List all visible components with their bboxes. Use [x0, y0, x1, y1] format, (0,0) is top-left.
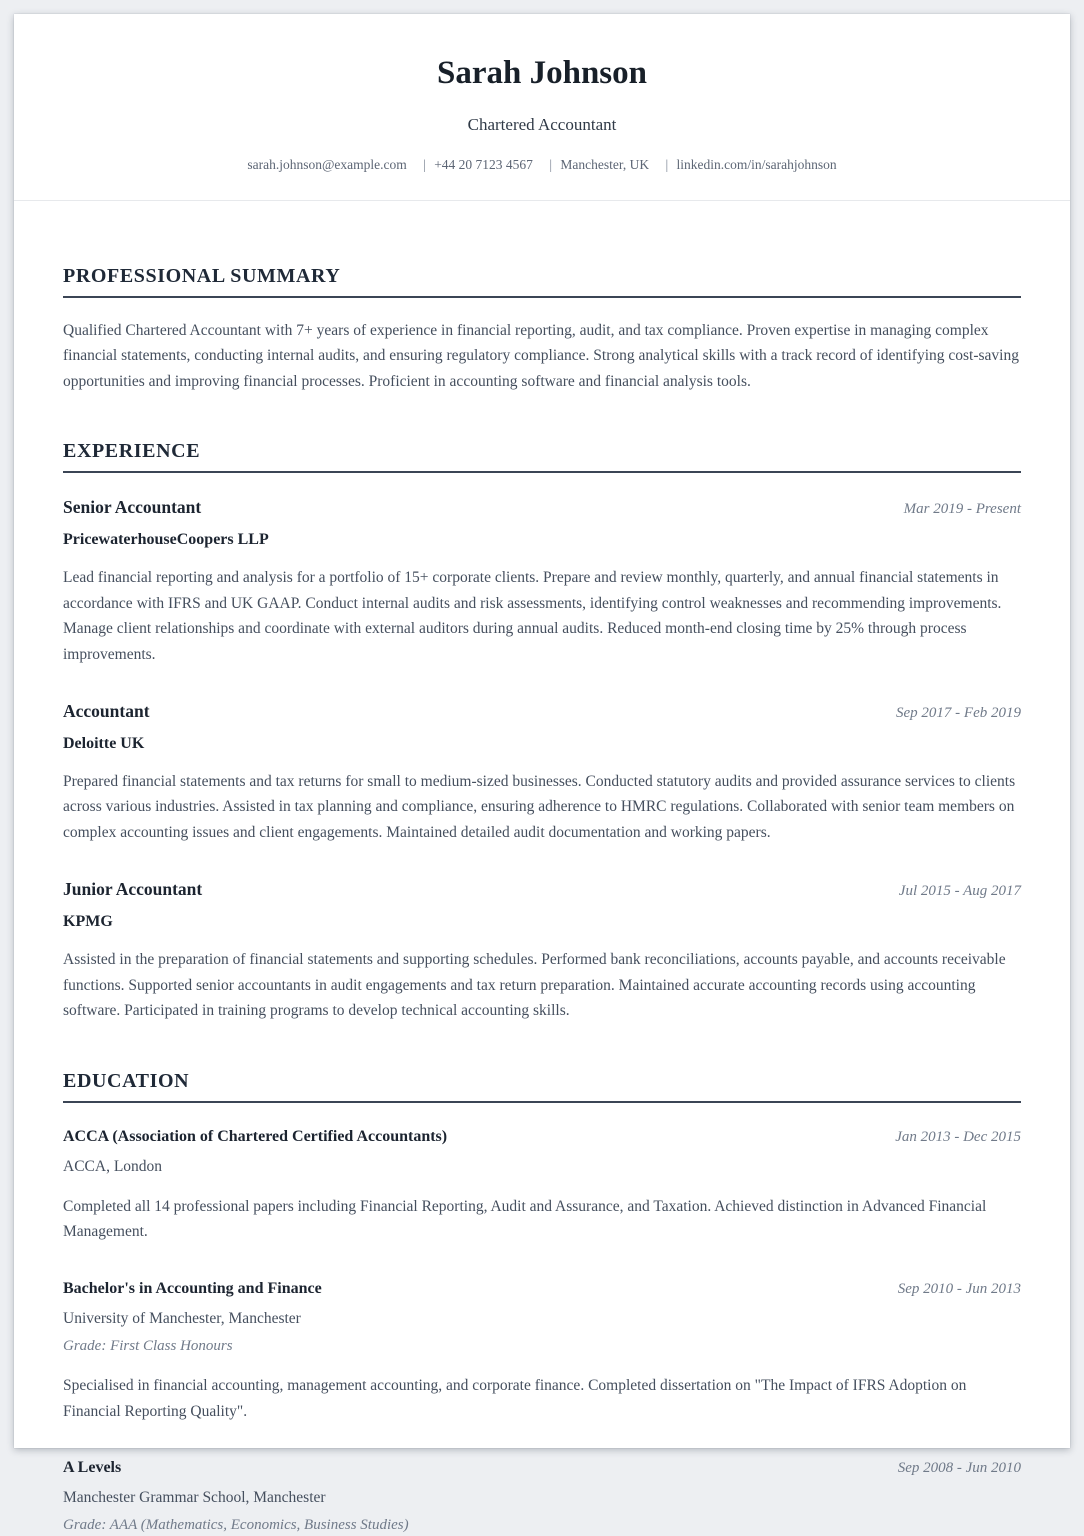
education-entry: [63, 1127, 1021, 1245]
job-title: Accountant: [63, 701, 150, 722]
section-education: [63, 1068, 1021, 1536]
education-dates: Sep 2010 - Jun 2013: [897, 1280, 1021, 1297]
experience-entry: [63, 879, 1021, 1023]
company-name: PricewaterhouseCoopers LLP: [63, 531, 269, 549]
institution-name: Manchester Grammar School, Manchester: [63, 1489, 326, 1507]
section-heading-summary: PROFESSIONAL SUMMARY: [63, 263, 1021, 298]
section-experience: [63, 438, 1021, 1024]
grade-text: Grade: First Class Honours: [63, 1337, 233, 1354]
job-dates: Mar 2019 - Present: [903, 501, 1021, 518]
candidate-name: Sarah Johnson: [436, 55, 647, 91]
job-title: Senior Accountant: [63, 497, 202, 518]
job-description: Assisted in the preparation of financial statements and supporting schedules. Performed bank reconciliations, accounts payable, and accounts receivable functions. Supported senior accountants in audit engagements and tax return preparation. Maintained accurate accounting records using accounting software. Participated in training programs to develop technical accounting skills.: [63, 951, 1006, 1020]
institution-name: University of Manchester, Manchester: [63, 1309, 301, 1327]
experience-entry-header: [63, 497, 1021, 519]
institution-name: ACCA, London: [63, 1157, 163, 1175]
section-heading-experience: EXPERIENCE: [63, 438, 1021, 473]
job-description: Lead financial reporting and analysis for a portfolio of 15+ corporate clients. Prepare and review monthly, quarterly, and annual financial statements in accordance with IFRS and UK GAAP. Conduct internal audits and risk assessments, identifying control weaknesses and recommending improvements. Manage client relationships and coordinate with external auditors during annual audits. Reduced month-end closing time by 25% through process improvements.: [63, 569, 1002, 663]
education-entry-header: [63, 1127, 1021, 1148]
education-entry-header: [63, 1458, 1021, 1479]
experience-entry: [63, 701, 1021, 845]
contact-email: sarah.johnson@example.com: [247, 157, 407, 173]
education-entry: [63, 1279, 1021, 1424]
resume-body: [14, 263, 1070, 1536]
education-entry-header: [63, 1279, 1021, 1300]
summary-text: Qualified Chartered Accountant with 7+ years of experience in financial reporting, audit, and tax compliance. Proven expertise in managing complex financial statements, conducting internal audits, and ensuring regulatory compliance. Strong analytical skills with a track record of identifying cost-saving opportunities and improving financial processes. Proficient in accounting software and financial analysis tools.: [63, 321, 1019, 390]
degree-title: Bachelor's in Accounting and Finance: [63, 1279, 322, 1297]
job-dates: Jul 2015 - Aug 2017: [898, 883, 1021, 900]
contact-linkedin: linkedin.com/in/sarahjohnson: [676, 157, 837, 173]
education-dates: Sep 2008 - Jun 2010: [897, 1460, 1021, 1477]
education-dates: Jan 2013 - Dec 2015: [895, 1128, 1021, 1145]
job-dates: Sep 2017 - Feb 2019: [896, 705, 1021, 722]
experience-entry: [63, 497, 1021, 667]
degree-title: ACCA (Association of Chartered Certified Accountants): [63, 1127, 448, 1145]
education-entry: [63, 1458, 1021, 1535]
contact-separator: |: [549, 157, 553, 173]
contact-phone: +44 20 7123 4567: [434, 157, 533, 173]
company-name: KPMG: [63, 913, 113, 931]
resume-page: [14, 14, 1070, 1534]
degree-title: A Levels: [63, 1459, 122, 1477]
experience-entry-header: [63, 701, 1021, 723]
candidate-title: Chartered Accountant: [467, 114, 617, 134]
resume-header: [14, 14, 1070, 201]
education-description: Completed all 14 professional papers including Financial Reporting, Audit and Assurance, and Taxation. Achieved distinction in Advanced Financial Management.: [63, 1197, 987, 1241]
experience-entry-header: [63, 879, 1021, 901]
contact-separator: |: [665, 157, 669, 173]
section-heading-education: EDUCATION: [63, 1068, 1021, 1103]
contact-info: [62, 156, 1022, 174]
contact-location: Manchester, UK: [560, 157, 650, 173]
job-description: Prepared financial statements and tax returns for small to medium-sized businesses. Conducted statutory audits and provided assurance services to clients across various industries. Assisted in tax planning and compliance, ensuring adherence to HMRC regulations. Collaborated with senior team members on complex accounting issues and client engagements. Maintained detailed audit documentation and working papers.: [63, 772, 1016, 841]
job-title: Junior Accountant: [63, 879, 203, 900]
education-description: Specialised in financial accounting, management accounting, and corporate finance. Completed dissertation on "The Impact of IFRS Adoption on Financial Reporting Quality".: [63, 1377, 967, 1420]
contact-separator: |: [423, 157, 426, 173]
section-professional-summary: [63, 263, 1021, 395]
company-name: Deloitte UK: [63, 734, 145, 752]
grade-text: Grade: AAA (Mathematics, Economics, Business Studies): [63, 1517, 409, 1534]
